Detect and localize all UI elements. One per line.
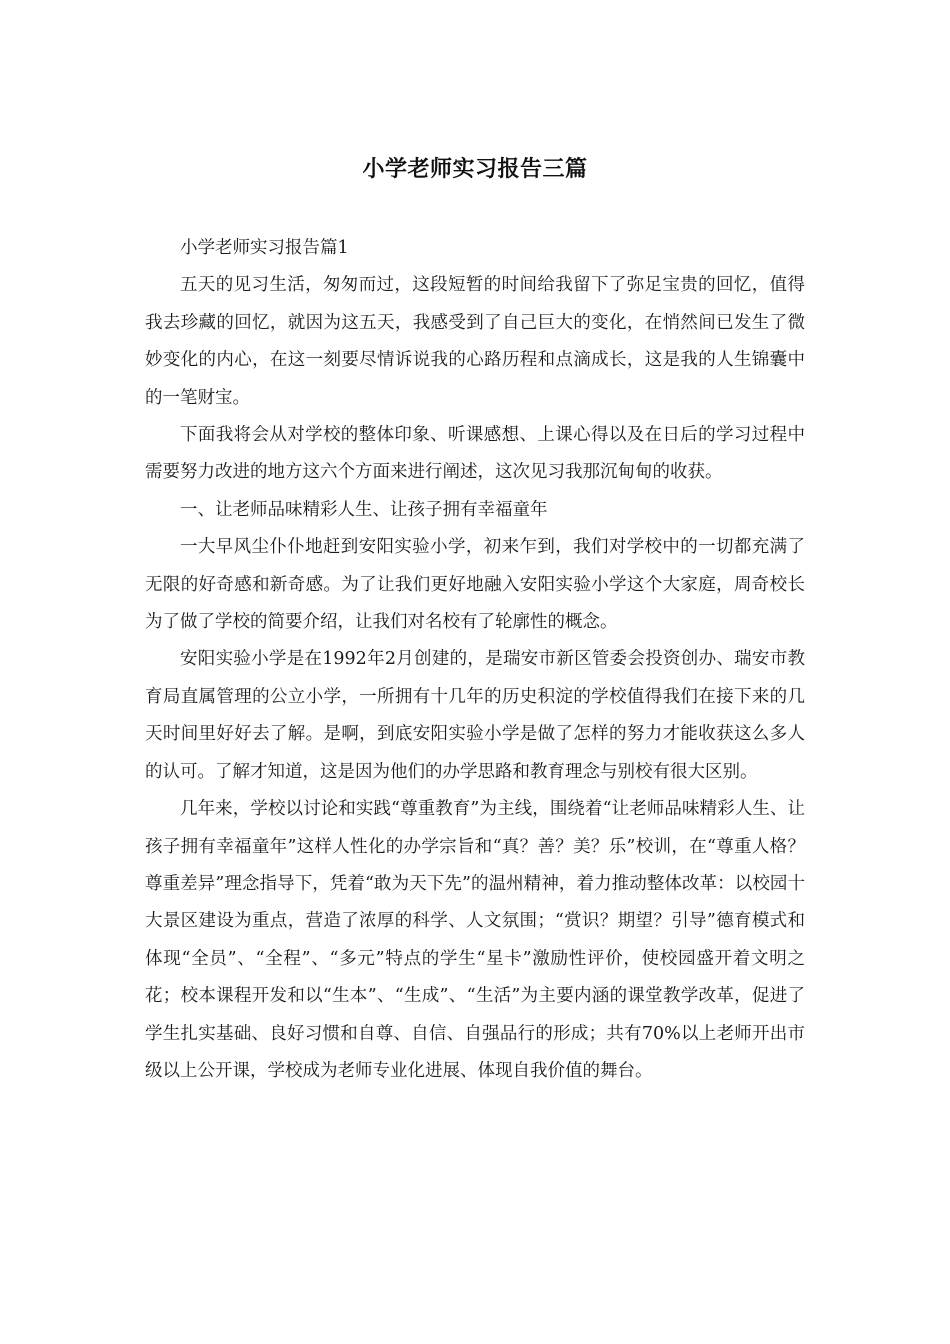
section-heading: 小学老师实习报告篇1 (180, 238, 349, 258)
body-paragraph: 五天的见习生活，匆匆而过，这段短暂的时间给我留下了弥足宝贵的回忆，值得我去珍藏的回忆，就因为这五天，我感受到了自己巨大的变化，在悄然间已发生了微妙变化的内心，在这一刻要尽情诉说我的心路历程和点滴成长，这是我的人生锦囊中的一笔财宝。 (145, 275, 805, 408)
body-paragraph: 几年来，学校以讨论和实践“尊重教育”为主线，围绕着“让老师品味精彩人生、让孩子拥有幸福童年”这样人性化的办学宗旨和“真？善？美？乐”校训，在“尊重人格？尊重差异”理念指导下，凭着“敢为天下先”的温州精神，着力推动整体改革：以校园十大景区建设为重点，营造了浓厚的科学、人文氛围；“赏识？期望？引导”德育模式和体现“全员”、“全程”、“多元”特点的学生“星卡”激励性评价，使校园盛开着文明之花；校本课程开发和以“生本”、“生成”、“生活”为主要内涵的课堂教学改革，促进了学生扎实基础、良好习惯和自尊、自信、自强品行的形成；共有70%以上老师开出市级以上公开课，学校成为老师专业化进展、体现自我价值的舞台。 (145, 799, 805, 1081)
document-title: 小学老师实习报告三篇 (362, 157, 588, 182)
subsection-heading: 一、让老师品味精彩人生、让孩子拥有幸福童年 (180, 499, 548, 520)
body-paragraph: 一大早风尘仆仆地赶到安阳实验小学，初来乍到，我们对学校中的一切都充满了无限的好奇感和新奇感。为了让我们更好地融入安阳实验小学这个大家庭，周奇校长为了做了学校的简要介绍，让我们对名校有了轮廓性的概念。 (145, 537, 805, 633)
body-paragraph: 下面我将会从对学校的整体印象、听课感想、上课心得以及在日后的学习过程中需要努力改进的地方这六个方面来进行阐述，这次见习我那沉甸甸的收获。 (145, 425, 805, 483)
document-body (145, 230, 805, 1090)
body-paragraph: 安阳实验小学是在1992年2月创建的，是瑞安市新区管委会投资创办、瑞安市教育局直属管理的公立小学，一所拥有十几年的历史积淀的学校值得我们在接下来的几天时间里好好去了解。是啊，到底安阳实验小学是做了怎样的努力才能收获这么多人的认可。了解才知道，这是因为他们的办学思路和教育理念与别校有很大区别。 (145, 649, 805, 782)
